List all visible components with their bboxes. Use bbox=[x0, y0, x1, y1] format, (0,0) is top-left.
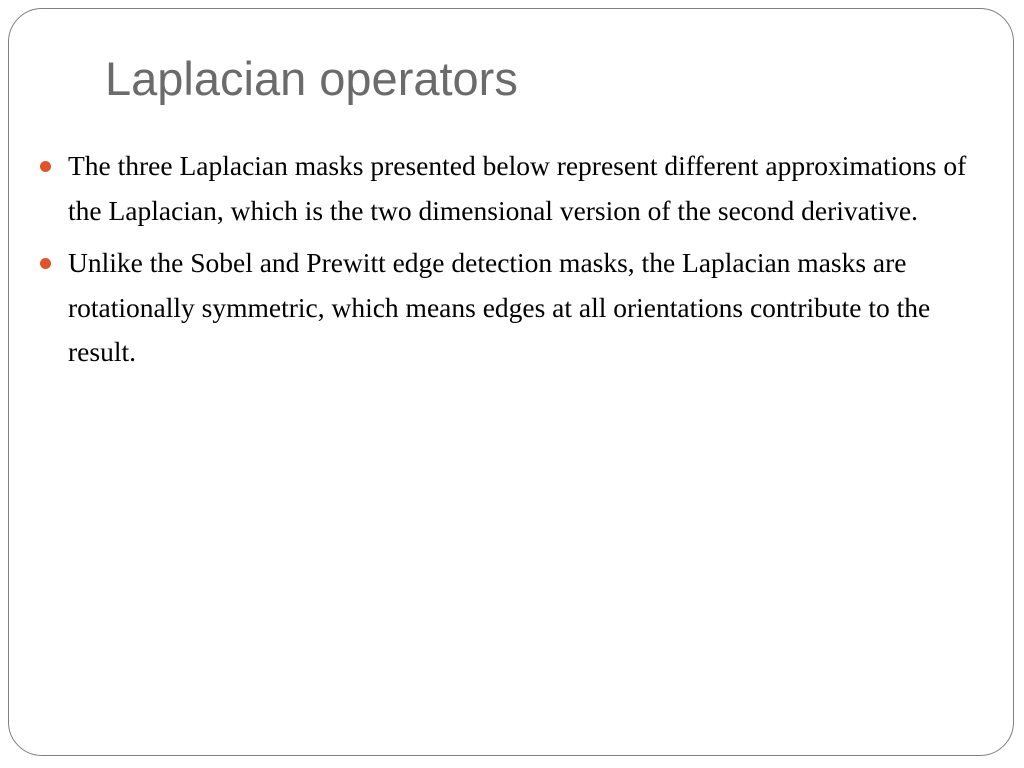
bullet-list bbox=[39, 144, 989, 383]
bullet-dot-icon bbox=[40, 258, 51, 269]
slide-title: Laplacian operators bbox=[105, 52, 518, 105]
bullet-text: The three Laplacian masks presented below represent different approximations of the Laplacian, which is the two dimensional version of the second derivative. bbox=[68, 150, 967, 226]
bullet-dot-icon bbox=[40, 161, 51, 172]
bullet-item bbox=[39, 241, 989, 375]
bullet-text: Unlike the Sobel and Prewitt edge detection masks, the Laplacian masks are rotationally symmetric, which means edges at all orientations contribute to the result. bbox=[68, 247, 931, 367]
bullet-item bbox=[39, 144, 989, 233]
slide bbox=[8, 8, 1014, 756]
